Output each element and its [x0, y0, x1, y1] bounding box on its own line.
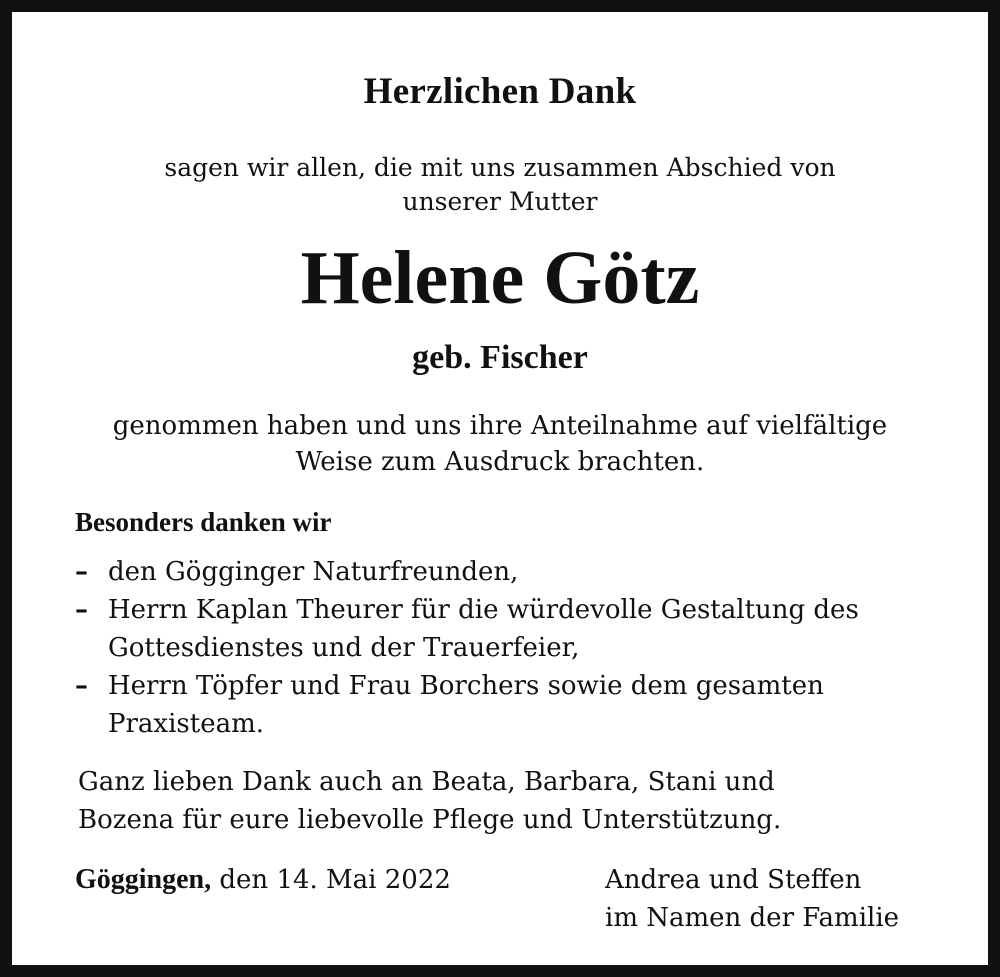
date-text: den 14. Mai 2022 — [219, 865, 451, 895]
dash-bullet: – — [75, 595, 88, 625]
special-thanks-title: Besonders danken wir — [75, 507, 332, 537]
closing-line-1: genommen haben und uns ihre Anteilnahme auf vielfältige — [112, 411, 888, 441]
place-date — [75, 861, 451, 899]
extra-thanks — [78, 763, 958, 839]
closing-line-2: Weise zum Ausdruck brachten. — [295, 447, 705, 477]
intro-line-2: unserer Mutter — [402, 187, 598, 216]
extra-thanks-line-2: Bozena für eure liebevolle Pflege und Unterstützung. — [78, 805, 782, 835]
list-item — [75, 667, 955, 743]
dash-bullet: – — [75, 557, 88, 587]
signature-line-2: im Namen der Familie — [605, 903, 900, 933]
notice-heading: Herzlichen Dank — [363, 71, 637, 112]
list-item-line: Herrn Kaplan Theurer für die würdevolle Gestaltung des — [108, 595, 859, 625]
place-name: Göggingen, — [75, 864, 212, 895]
list-item-line: Gottesdienstes und der Trauerfeier, — [108, 633, 580, 663]
signature-line-1: Andrea und Steffen — [605, 865, 862, 895]
list-item-line: den Gögginger Naturfreunden, — [108, 557, 519, 587]
intro-line-1: sagen wir allen, die mit uns zusammen Abschied von — [164, 153, 836, 182]
intro-text — [24, 151, 976, 219]
special-thanks-list — [75, 553, 955, 743]
list-item-line: Praxisteam. — [108, 709, 264, 739]
list-item — [75, 591, 955, 667]
list-item — [75, 553, 955, 591]
extra-thanks-line-1: Ganz lieben Dank auch an Beata, Barbara, Stani und — [78, 767, 775, 797]
dash-bullet: – — [75, 671, 88, 701]
deceased-name: Helene Götz — [300, 236, 700, 320]
closing-text — [24, 408, 976, 480]
maiden-name: geb. Fischer — [412, 339, 588, 376]
list-item-line: Herrn Töpfer und Frau Borchers sowie dem gesamten — [108, 671, 824, 701]
signature — [605, 861, 899, 937]
